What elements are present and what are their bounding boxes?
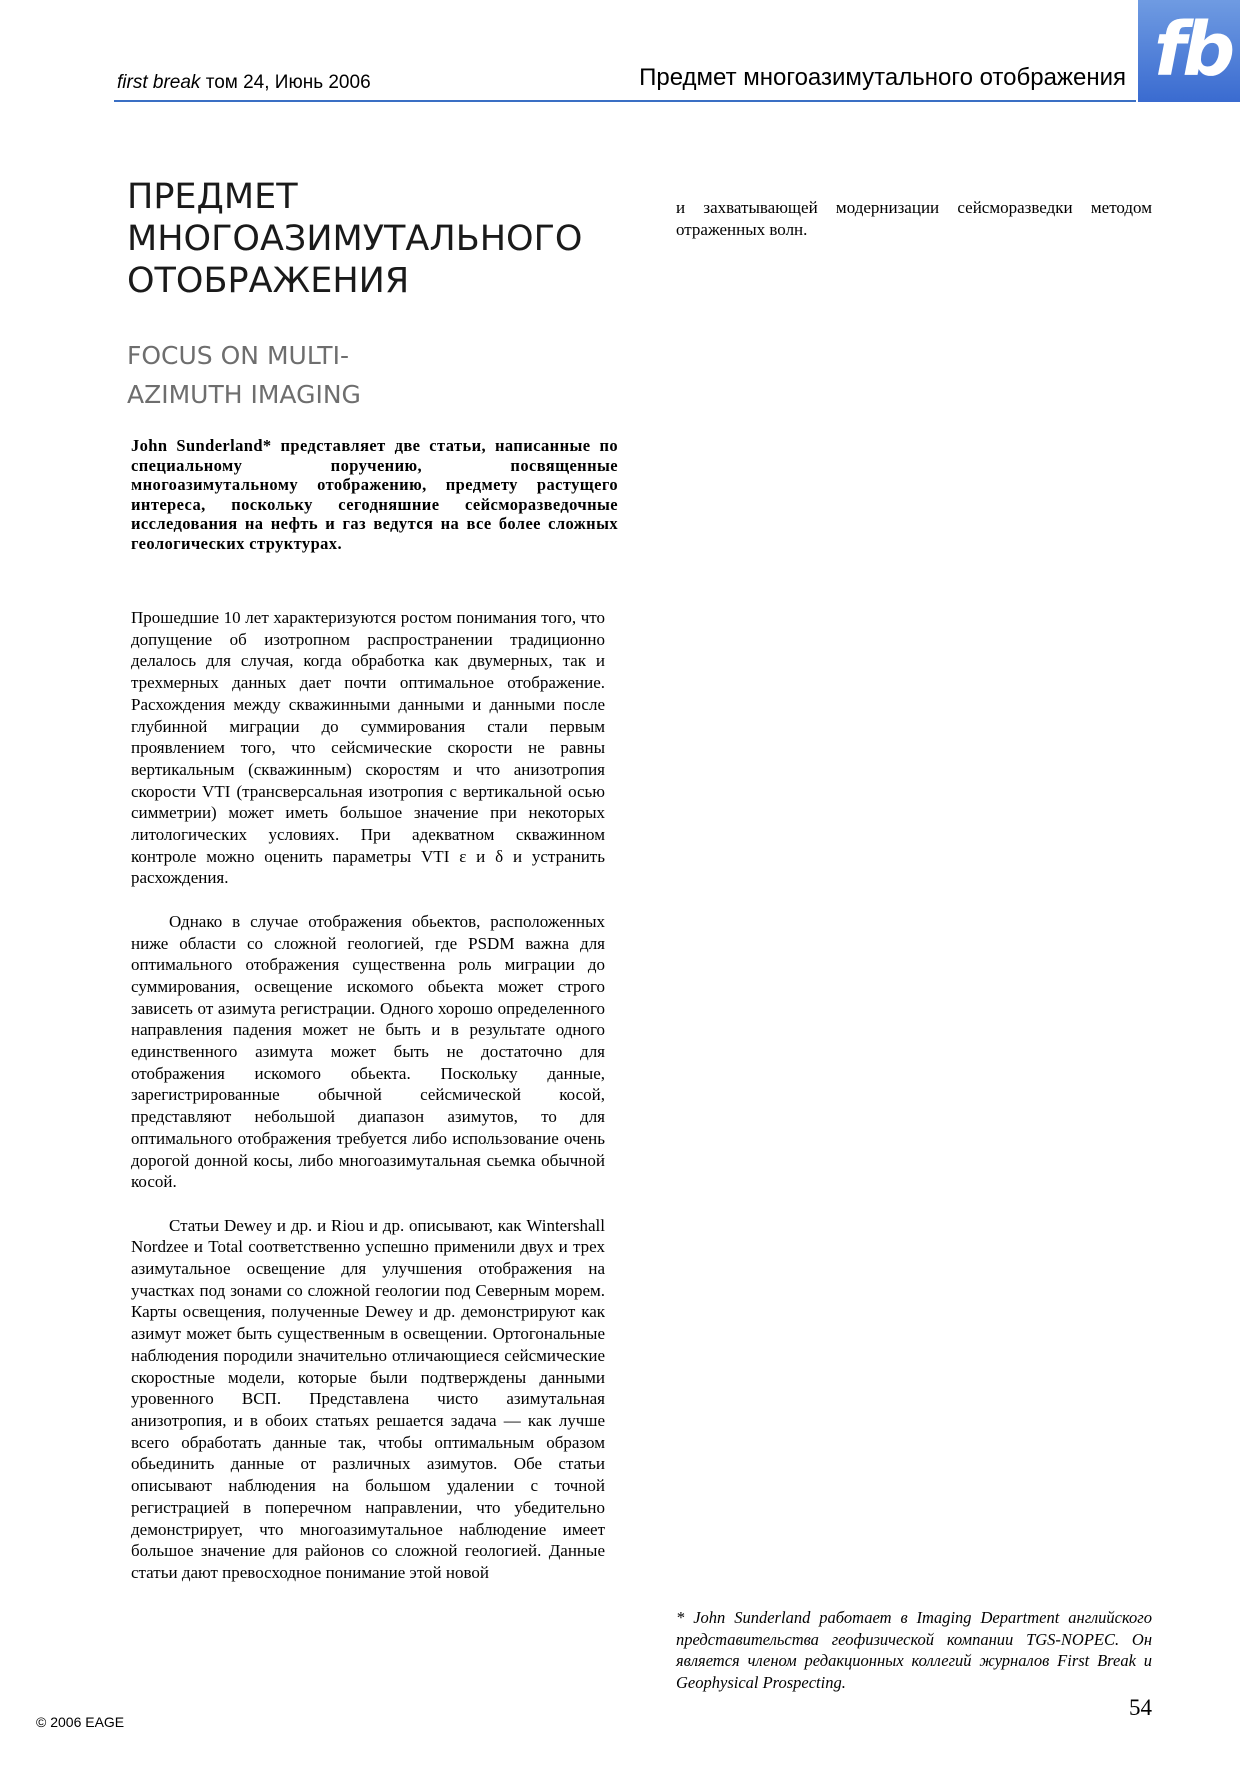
body-paragraph: Прошедшие 10 лет характеризуются ростом понимания того, что допущение об изотропном распространении традиционно делалось для случая, когда обработка как двумерных, так и трехмерных данных дает почти оптимальное отображение. Расхождения между скважинными данными и данными после глубинной миграции до суммирования стали первым проявлением того, что сейсмические скорости не равны вертикальным (скважинным) скоростям и что анизотропия скорости VTI (трансверсальная изотропия с вертикальной осью симметрии) может иметь большое значение при некоторых литологических условиях. При адекватном скважинном контроле можно оценить параметры VTI ε и δ и устранить расхождения. xyxy=(131,608,605,888)
copyright: © 2006 EAGE xyxy=(36,1714,125,1730)
logo-text: fb xyxy=(1154,7,1232,93)
author-footnote: * John Sunderland работает в Imaging Department английского представительства геофизической компании TGS-NOPEC. Он является членом редакционных коллегий журналов First Break и Geophysical Prospecting. xyxy=(676,1608,1152,1693)
body-paragraph: Однако в случае отображения обьектов, расположенных ниже области со сложной геологией, где PSDM важна для оптимального отображения существенна роль миграции до суммирования, освещение искомого обьекта может строго зависеть от азимута регистрации. Одного хорошо определенного направления падения может не быть и в результате одного единственного азимута может быть не достаточно для отображения искомого обьекта. Поскольку данные, зарегистрированные обычной сейсмической косой, представляют небольшой диапазон азимутов, то для оптимального отображения требуется либо использование очень дорогой донной косы, либо многоазимутальная сьемка обычной косой. xyxy=(131,911,605,1192)
body-paragraph: Статьи Dewey и др. и Riou и др. описывают, как Wintershall Nordzee и Total соответственно успешно применили двух и трех азимутальное освещение для улучшения отображения на участках под зонами со сложной геологии под Северным морем. Карты освещения, полученные Dewey и др. демонстрируют как азимут может быть существенным в освещении. Ортогональные наблюдения породили значительно отличающиеся сейсмические скоростные модели, которые были подтверждены данными уровенного ВСП. Представлена чисто азимутальная анизотропия, и в обоих статьях решается задача — как лучше всего обработать данные так, чтобы оптимальным образом обьединить данные от различных азимутов. Обе статьи описывают наблюдения на большом удалении с точной регистрацией в поперечном направлении, что убедительно демонстрирует, что многоазимутальное наблюдение имеет большое значение для районов со сложной геологией. Данные статьи дают превосходное понимание этой новой xyxy=(131,1215,605,1582)
header-divider xyxy=(114,100,1136,102)
journal-logo xyxy=(1138,0,1240,102)
article-title: ПРЕДМЕТ МНОГОАЗИМУТАЛЬНОГО ОТОБРАЖЕНИЯ xyxy=(127,177,583,301)
article-lead: John Sunderland* представляет две статьи, написанные по специальному поручению, посвященные многоазимутальному отображению, предмету растущего интереса, поскольку сегодняшние сейсморазведочные исследования на нефть и газ ведутся на все более сложных геологических структурах. xyxy=(131,436,618,553)
journal-name: first break xyxy=(117,72,201,93)
page-number: 54 xyxy=(1129,1695,1152,1720)
right-text-column: и захватывающей модернизации сейсморазведки методом отраженных волн. xyxy=(676,198,1152,239)
journal-issue: том 24, Июнь 2006 xyxy=(205,72,371,93)
section-title: Предмет многоазимутального отображения xyxy=(639,64,1126,91)
left-text-column xyxy=(131,607,605,1605)
journal-header xyxy=(117,72,371,94)
article-subtitle: FOCUS ON MULTI- AZIMUTH IMAGING xyxy=(127,341,361,409)
